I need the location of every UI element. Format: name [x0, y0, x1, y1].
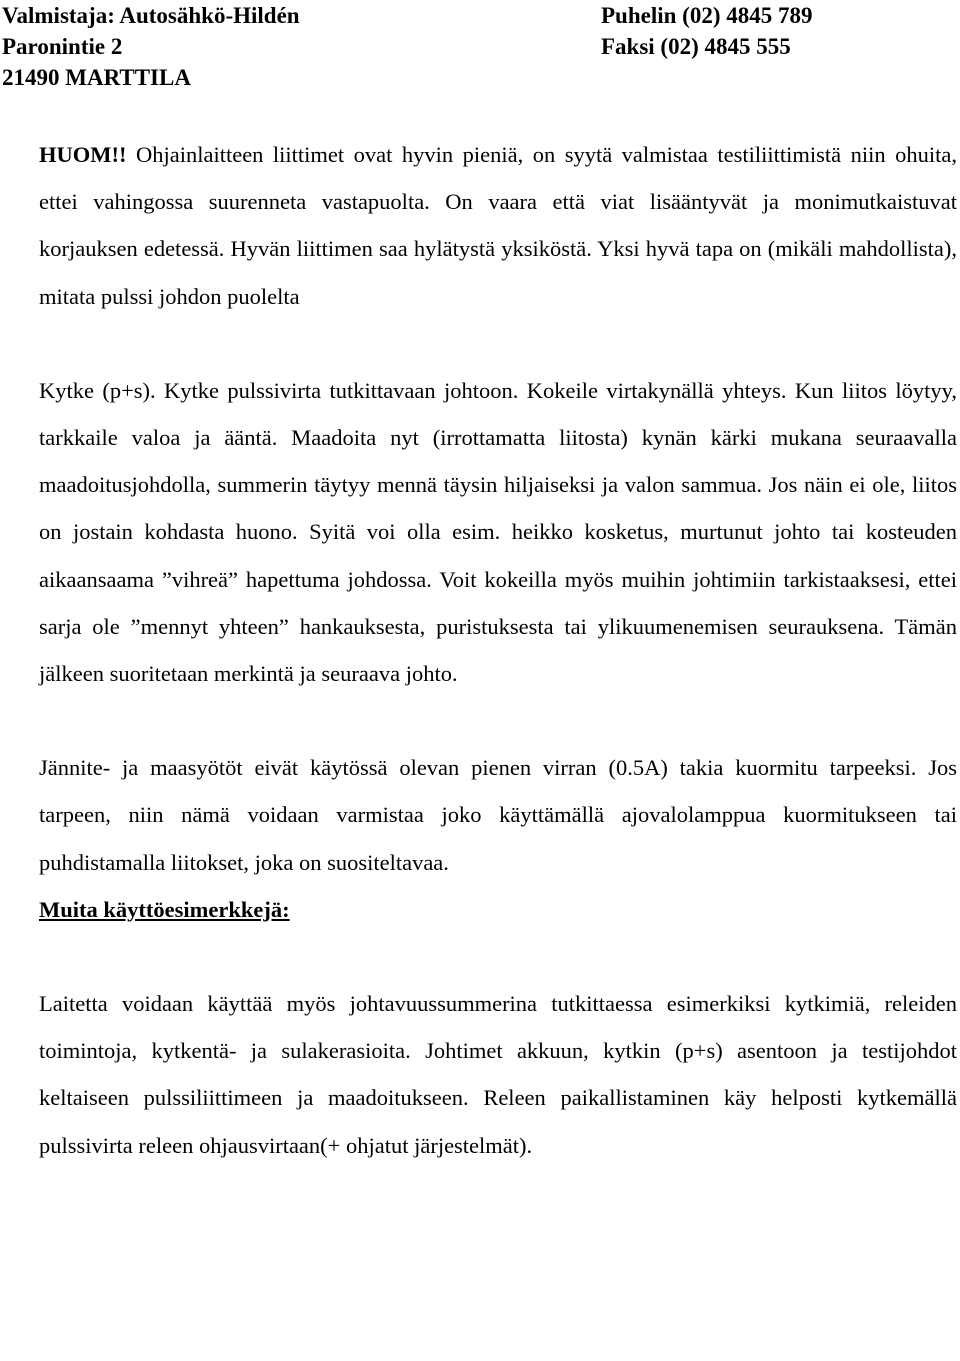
examples-paragraph: Laitetta voidaan käyttää myös johtavuussummerina tutkittaessa esimerkiksi kytkimiä, releiden toimintoja, kytkentä- ja sulakerasioita. Johtimet akkuun, kytkin (p+s) asentoon ja testijohdot keltaiseen pulssiliittimeen ja maadoitukseen. Releen paikallistaminen käy helposti kytkemällä pulssivirta releen ohjausvirtaan(+ ohjatut järjestelmät). — [39, 991, 957, 1158]
fax-number: Faksi (02) 4845 555 — [601, 34, 791, 59]
pulse-test-paragraph: Kytke (p+s). Kytke pulssivirta tutkittavaan johtoon. Kokeile virtakynällä yhteys. Kun liitos löytyy, tarkkaile valoa ja ääntä. Maadoita nyt (irrottamatta liitosta) kynän kärki mukana seuraavalla maadoitusjohdolla, summerin täytyy mennä täysin hiljaiseksi ja valon sammua. Jos näin ei ole, liitos on jostain kohdasta huono. Syitä voi olla esim. heikko kosketus, murtunut johto tai kosteuden aikaansaama ”vihreä” hapettuma johdossa. Voit kokeilla myös muihin johtimiin tarkistaaksesi, ettei sarja ole ”mennyt yhteen” hankauksesta, puristuksesta tai ylikuumenemisen seurauksena. Tämän jälkeen suoritetaan merkintä ja seuraava johto. — [39, 377, 957, 687]
document-header — [0, 0, 960, 93]
note-label: HUOM!! — [39, 142, 127, 167]
street-address: Paronintie 2 — [2, 34, 123, 59]
section-heading: Muita käyttöesimerkkejä: — [39, 896, 290, 922]
phone-number: Puhelin (02) 4845 789 — [601, 3, 813, 28]
note-text: Ohjainlaitteen liittimet ovat hyvin pieniä, on syytä valmistaa testiliittimistä niin ohuita, ettei vahingossa suurenneta vastapuolta. On vaara että viat lisääntyvät ja monimutkaistuvat korjauksen edetessä. Hyvän liittimen saa hylätystä yksiköstä. Yksi hyvä tapa on (mikäli mahdollista), mitata pulssi johdon puolelta — [39, 142, 957, 309]
note-paragraph — [39, 131, 957, 320]
manufacturer-name: Valmistaja: Autosähkö-Hildén — [2, 3, 300, 28]
document-body — [39, 131, 957, 1169]
voltage-paragraph: Jännite- ja maasyötöt eivät käytössä olevan pienen virran (0.5A) takia kuormitu tarpeeksi. Jos tarpeen, niin nämä voidaan varmistaa joko käyttämällä ajovalolamppua kuormitukseen tai puhdistamalla liitokset, joka on suositeltavaa. — [39, 755, 957, 875]
header-line-1 — [0, 0, 960, 31]
header-line-2 — [0, 31, 960, 62]
header-line-3 — [0, 62, 960, 93]
city-address: 21490 MARTTILA — [2, 65, 191, 90]
